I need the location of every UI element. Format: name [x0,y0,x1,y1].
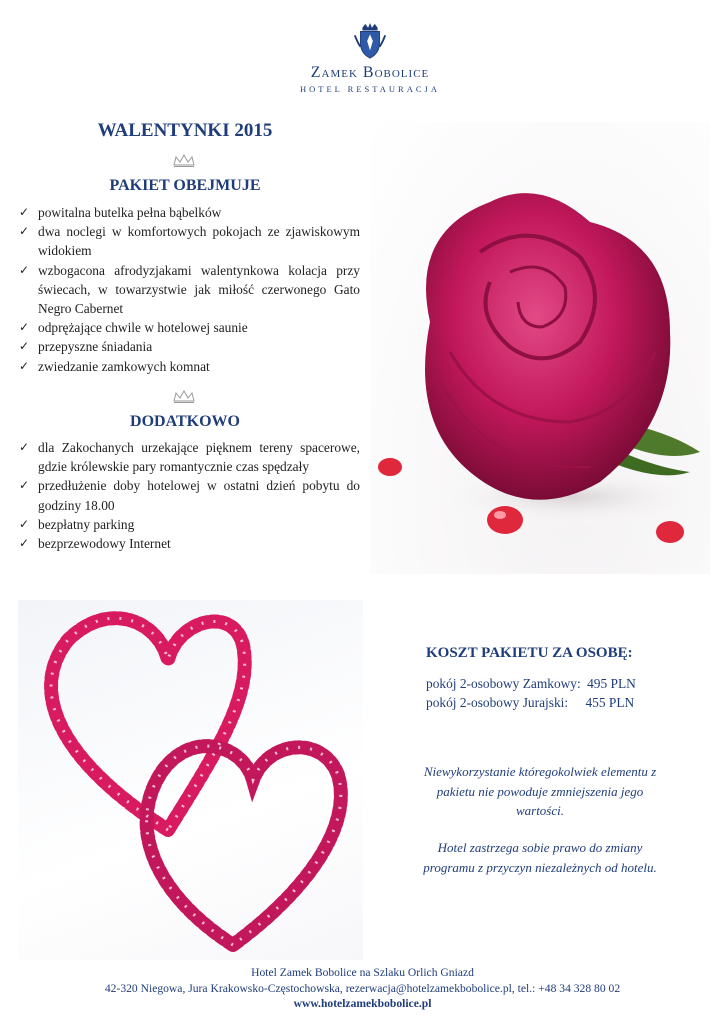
crown-icon [172,154,196,168]
note-program-changes: Hotel zastrzega sobie prawo do zmiany programu z przyczyn niezależnych od hotelu. [423,840,657,875]
checkmark-icon: ✓ [19,339,30,354]
list-item [18,357,360,376]
footer-hotel-name: Hotel Zamek Bobolice na Szlaku Orlich Gniazd [251,966,474,979]
logo-brand: Zamek Bobolice [310,64,430,81]
list-item [18,203,360,222]
extras-list [18,438,360,553]
logo-subtitle: HOTEL RESTAURACJA [300,84,440,94]
checkmark-icon: ✓ [19,478,30,493]
checkmark-icon: ✓ [19,358,30,373]
footer-contact: 42-320 Niegowa, Jura Krakowsko-Częstochowska, rezerwacja@hotelzamekbobolice.pl, tel.: +48 34 328 80 02 [104,981,621,995]
list-item-text: zwiedzanie zamkowych komnat [38,358,210,374]
list-item-text: bezpłatny parking [38,516,135,532]
extras-heading: DODATKOWO [130,413,240,430]
footer-website-link[interactable]: www.hotelzamekbobolice.pl [293,997,432,1010]
list-item-text: powitalna butelka pełna bąbelków [38,205,222,220]
pricing-heading: KOSZT PAKIETU ZA OSOBĘ: [426,645,633,661]
list-item-text: przedłużenie doby hotelowej w ostatni dzień pobytu do godziny 18.00 [38,478,360,513]
list-item-text: odprężające chwile w hotelowej saunie [38,320,248,336]
list-item [18,438,360,476]
list-item [18,261,360,319]
rose-illustration [370,122,710,574]
price-row [426,695,634,711]
checkmark-icon: ✓ [19,440,30,454]
flower-hearts-illustration [18,600,363,960]
coat-of-arms-icon [351,22,389,60]
checkmark-icon: ✓ [19,262,30,277]
price-row [426,676,636,692]
footer [0,965,725,1012]
list-item-text: dla Zakochanych urzekające pięknem tereny spacerowe, gdzie królewskie pary romantycznie czas spędzały [38,440,360,475]
hearts-photo [18,600,363,960]
checkmark-icon: ✓ [19,320,30,335]
price-value: 495 PLN [587,676,636,691]
list-item [18,476,360,514]
hotel-logo [290,22,450,94]
price-label: pokój 2-osobowy Zamkowy: [426,676,581,691]
list-item-text: przepyszne śniadania [38,339,153,355]
list-item [18,337,360,356]
rose-photo [370,122,710,574]
checkmark-icon: ✓ [19,536,30,551]
list-item-text: dwa noclegi w komfortowych pokojach ze zjawiskowym widokiem [38,224,360,259]
price-value: 455 PLN [585,695,635,710]
note-value-disclaimer: Niewykorzystanie któregokolwiek elementu z pakietu nie powoduje zmniejszenia jego wartości. [423,764,657,818]
list-item [18,534,360,553]
page-title: WALENTYNKI 2015 [97,120,273,141]
package-heading: PAKIET OBEJMUJE [109,177,261,194]
checkmark-icon: ✓ [19,205,30,219]
list-item [18,222,360,260]
checkmark-icon: ✓ [19,224,30,239]
price-label: pokój 2-osobowy Jurajski: [426,695,569,710]
list-item-text: wzbogacona afrodyzjakami walentynkowa kolacja przy świecach, w towarzystwie jak miłość czerwonego Gato Negro Cabernet [38,262,360,317]
list-item [18,318,360,337]
package-list [18,203,360,376]
list-item [18,515,360,534]
list-item-text: bezprzewodowy Internet [38,536,171,552]
checkmark-icon: ✓ [19,516,30,531]
crown-icon [172,390,196,404]
